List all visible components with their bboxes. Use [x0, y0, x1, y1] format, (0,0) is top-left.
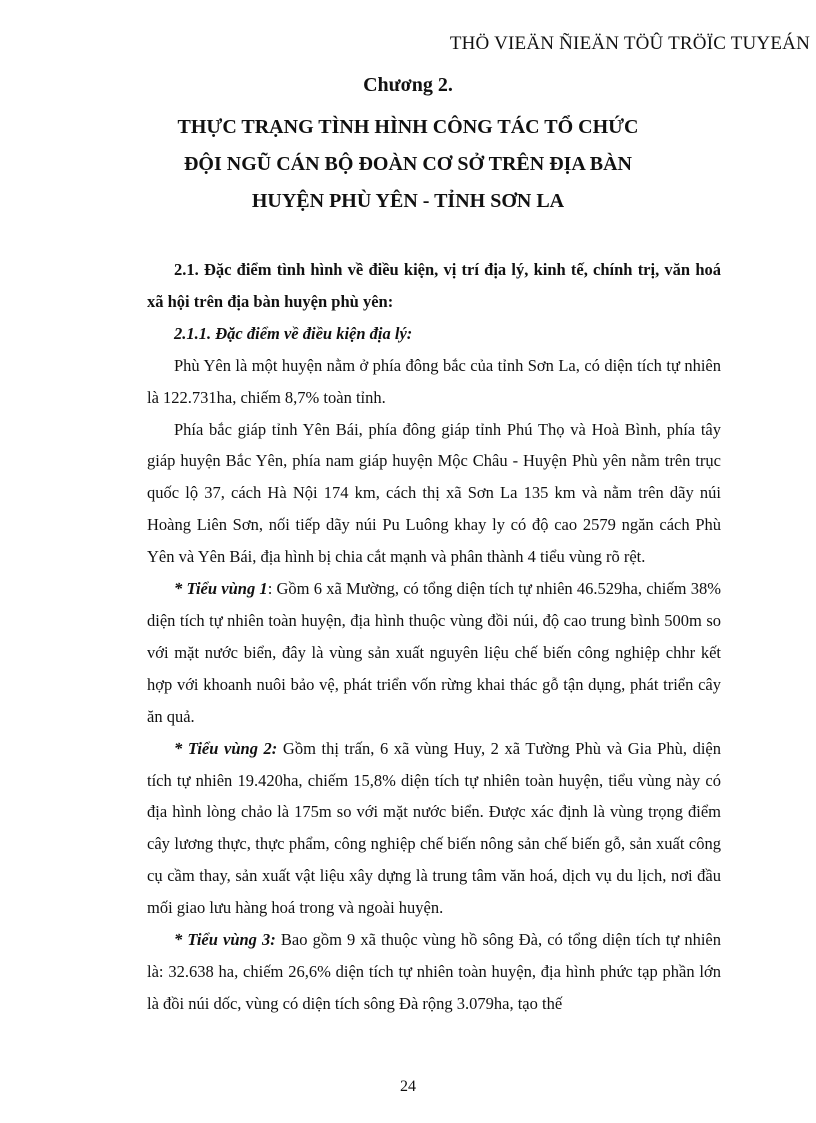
subsection-heading: 2.1.1. Đặc điểm về điều kiện địa lý:: [174, 323, 413, 343]
chapter-title-line-1: THỰC TRẠNG TÌNH HÌNH CÔNG TÁC TỔ CHỨC: [177, 116, 639, 138]
section-heading: 2.1. Đặc điểm tình hình về điều kiện, vị trí địa lý, kinh tế, chính trị, văn hoá xã hội trên địa bàn huyện phù yên:: [147, 260, 721, 311]
chapter-title-line-2: ĐỘI NGŨ CÁN BỘ ĐOÀN CƠ SỞ TRÊN ĐỊA BÀN: [183, 153, 633, 175]
chapter-number: Chương 2.: [363, 74, 453, 96]
body-text: [147, 254, 721, 1020]
paragraph-subregion-2: [147, 733, 721, 924]
library-watermark: THÖ VIEÄN ÑIEÄN TÖÛ TRÖÏC TUYEÁN: [449, 33, 810, 54]
paragraph-subregion-1: [147, 573, 721, 733]
paragraph-subregion-3: [147, 924, 721, 1020]
paragraph-location: Phù Yên là một huyện nằm ở phía đông bắc của tỉnh Sơn La, có diện tích tự nhiên là 122.731ha, chiếm 8,7% toàn tỉnh.: [147, 355, 721, 407]
subregion-1-text: : Gồm 6 xã Mường, có tổng diện tích tự nhiên 46.529ha, chiếm 38% diện tích tự nhiên toàn huyện, địa hình thuộc vùng đồi núi, độ cao trung bình 500m so với mặt nước biển, đây là vùng sản xuất nguyên liệu chế biến công nghiệp chhr kết hợp với khoanh nuôi bảo vệ, phát triển vốn rừng khai thác gỗ tận dụng, phát triển cây ăn quả.: [147, 579, 721, 726]
subregion-3-label: * Tiểu vùng 3:: [174, 930, 276, 950]
page-number: 24: [400, 1078, 416, 1095]
subregion-1-label: * Tiểu vùng 1: [174, 579, 268, 599]
paragraph-borders: Phía bắc giáp tỉnh Yên Bái, phía đông giáp tỉnh Phú Thọ và Hoà Bình, phía tây giáp huyện Bắc Yên, phía nam giáp huyện Mộc Châu - Huyện Phù yên nằm trên trục quốc lộ 37, cách Hà Nội 174 km, cách thị xã Sơn La 135 km và nằm trên dãy núi Hoàng Liên Sơn, nối tiếp dãy núi Pu Luông khay ly có độ cao 2579 ngăn cách Phù Yên và Yên Bái, địa hình bị chia cắt mạnh và phân thành 4 tiểu vùng rõ rệt.: [147, 419, 721, 567]
subregion-2-text: Gồm thị trấn, 6 xã vùng Huy, 2 xã Tường Phù và Gia Phù, diện tích tự nhiên 19.420ha, chiếm 15,8% diện tích tự nhiên toàn huyện, tiểu vùng này có địa hình lòng chảo là 175m so với mặt nước biển. Được xác định là vùng trọng điểm cây lương thực, thực phẩm, công nghiệp chế biến nông sản chế biến gỗ, sản xuất công cụ cầm thay, sản xuất vật liệu xây dựng là trung tâm văn hoá, dịch vụ du lịch, nơi đầu mối giao lưu hàng hoá trong và ngoài huyện.: [147, 738, 721, 918]
subregion-2-label: * Tiểu vùng 2:: [174, 738, 278, 758]
subregion-3-text: Bao gồm 9 xã thuộc vùng hồ sông Đà, có tổng diện tích tự nhiên là: 32.638 ha, chiếm 26,6% diện tích tự nhiên toàn huyện, địa hình phức tạp phần lớn là đồi núi dốc, vùng có diện tích sông Đà rộng 3.079ha, tạo thế: [147, 930, 721, 1013]
chapter-title-line-3: HUYỆN PHÙ YÊN - TỈNH SƠN LA: [251, 190, 565, 212]
